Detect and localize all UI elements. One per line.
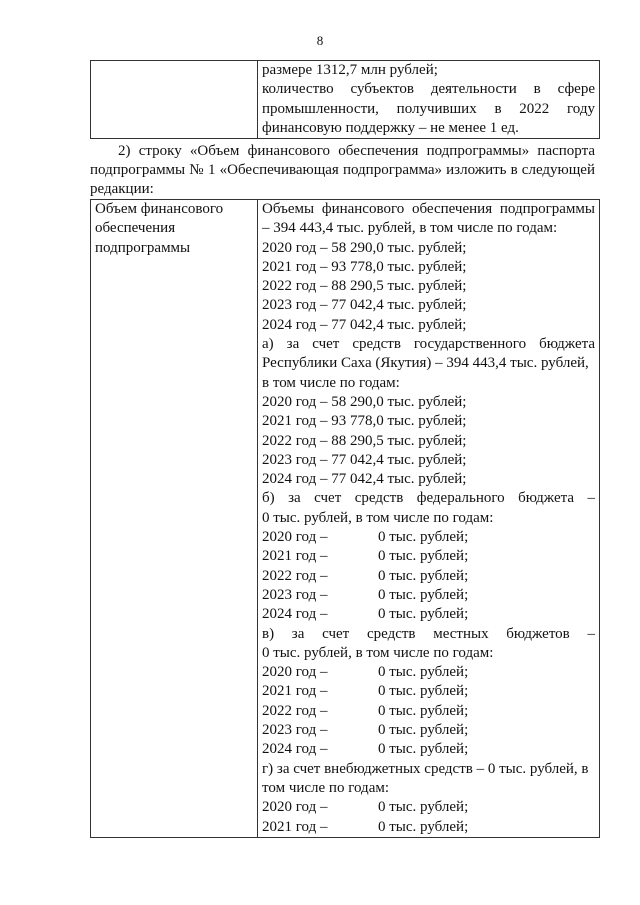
year-line xyxy=(262,798,595,817)
text-line: финансовую поддержку – не менее 1 ед. xyxy=(262,119,519,136)
year-label: 2024 год – xyxy=(262,741,328,758)
text-line: – 394 443,4 тыс. рублей, в том числе по годам: xyxy=(262,220,558,237)
year-line xyxy=(262,528,595,547)
continuation-right-cell xyxy=(258,61,600,139)
year-label: 2021 год – xyxy=(262,683,328,700)
continuation-table xyxy=(90,60,600,139)
year-line: 2022 год – 88 290,5 тыс. рублей; xyxy=(262,278,467,295)
paragraph-line: подпрограммы № 1 «Обеспечивающая подпрограмма» изложить в следующей xyxy=(90,162,595,178)
year-line xyxy=(262,702,595,721)
year-line xyxy=(262,663,595,682)
year-label: 2020 год – xyxy=(262,664,328,681)
text-line: размере 1312,7 млн рублей; xyxy=(262,62,438,78)
text-line: количество субъектов деятельности в сфере xyxy=(262,81,595,98)
year-label: 2024 год – xyxy=(262,606,328,623)
year-amount: 0 тыс. рублей; xyxy=(378,799,469,816)
year-amount: 0 тыс. рублей; xyxy=(378,741,469,758)
text-line: 0 тыс. рублей, в том числе по годам: xyxy=(262,644,494,661)
label-line: подпрограммы xyxy=(95,239,191,256)
year-line: 2022 год – 88 290,5 тыс. рублей; xyxy=(262,432,467,449)
funding-table xyxy=(90,199,600,838)
label-line: Объем финансового xyxy=(95,201,224,217)
year-line xyxy=(262,547,595,566)
text-line: б) за счет средств федерального бюджета – xyxy=(262,490,595,507)
text-line: том числе по годам: xyxy=(262,779,390,796)
year-amount: 0 тыс. рублей; xyxy=(378,606,469,623)
year-label: 2022 год – xyxy=(262,567,328,584)
text-line: в) за счет средств местных бюджетов – xyxy=(262,625,595,642)
year-amount: 0 тыс. рублей; xyxy=(378,567,469,584)
year-line: 2021 год – 93 778,0 тыс. рублей; xyxy=(262,258,467,275)
year-line: 2021 год – 93 778,0 тыс. рублей; xyxy=(262,413,467,430)
year-label: 2020 год – xyxy=(262,799,328,816)
instruction-paragraph xyxy=(90,142,595,199)
year-amount: 0 тыс. рублей; xyxy=(378,586,469,603)
year-line xyxy=(262,586,595,605)
year-line: 2023 год – 77 042,4 тыс. рублей; xyxy=(262,297,467,314)
year-line: 2020 год – 58 290,0 тыс. рублей; xyxy=(262,239,467,256)
year-amount: 0 тыс. рублей; xyxy=(378,683,469,700)
year-amount: 0 тыс. рублей; xyxy=(378,664,469,681)
page-number: 8 xyxy=(316,33,324,48)
text-line: Республики Саха (Якутия) – 394 443,4 тыс. рублей, xyxy=(262,355,589,372)
year-line xyxy=(262,740,595,759)
year-label: 2023 год – xyxy=(262,722,328,739)
year-line xyxy=(262,682,595,701)
text-line: в том числе по годам: xyxy=(262,374,400,391)
year-line: 2020 год – 58 290,0 тыс. рублей; xyxy=(262,393,467,410)
text-line: а) за счет средств государственного бюджета xyxy=(262,336,595,353)
continuation-left-cell xyxy=(91,61,258,139)
text-line: г) за счет внебюджетных средств – 0 тыс. рублей, в xyxy=(262,760,589,777)
year-line: 2024 год – 77 042,4 тыс. рублей; xyxy=(262,471,467,488)
year-line xyxy=(262,605,595,624)
funding-details-cell xyxy=(258,200,600,838)
year-label: 2022 год – xyxy=(262,702,328,719)
year-amount: 0 тыс. рублей; xyxy=(378,529,469,546)
year-line: 2024 год – 77 042,4 тыс. рублей; xyxy=(262,316,467,333)
year-label: 2021 год – xyxy=(262,548,328,565)
year-label: 2020 год – xyxy=(262,529,328,546)
year-label: 2023 год – xyxy=(262,586,328,603)
year-line xyxy=(262,818,595,837)
year-amount: 0 тыс. рублей; xyxy=(378,702,469,719)
year-amount: 0 тыс. рублей; xyxy=(378,722,469,739)
year-line xyxy=(262,567,595,586)
text-line: Объемы финансового обеспечения подпрограммы xyxy=(262,201,595,217)
year-amount: 0 тыс. рублей; xyxy=(378,548,469,565)
year-label: 2021 год – xyxy=(262,818,328,835)
year-line xyxy=(262,721,595,740)
text-line: 0 тыс. рублей, в том числе по годам: xyxy=(262,509,494,526)
paragraph-line: 2) строку «Объем финансового обеспечения подпрограммы» паспорта xyxy=(118,143,595,159)
funding-label-cell xyxy=(91,200,258,838)
label-line: обеспечения xyxy=(95,220,176,237)
year-amount: 0 тыс. рублей; xyxy=(378,818,469,835)
text-line: промышленности, получивших в 2022 году xyxy=(262,100,595,117)
year-line: 2023 год – 77 042,4 тыс. рублей; xyxy=(262,451,467,468)
paragraph-line: редакции: xyxy=(90,181,154,197)
